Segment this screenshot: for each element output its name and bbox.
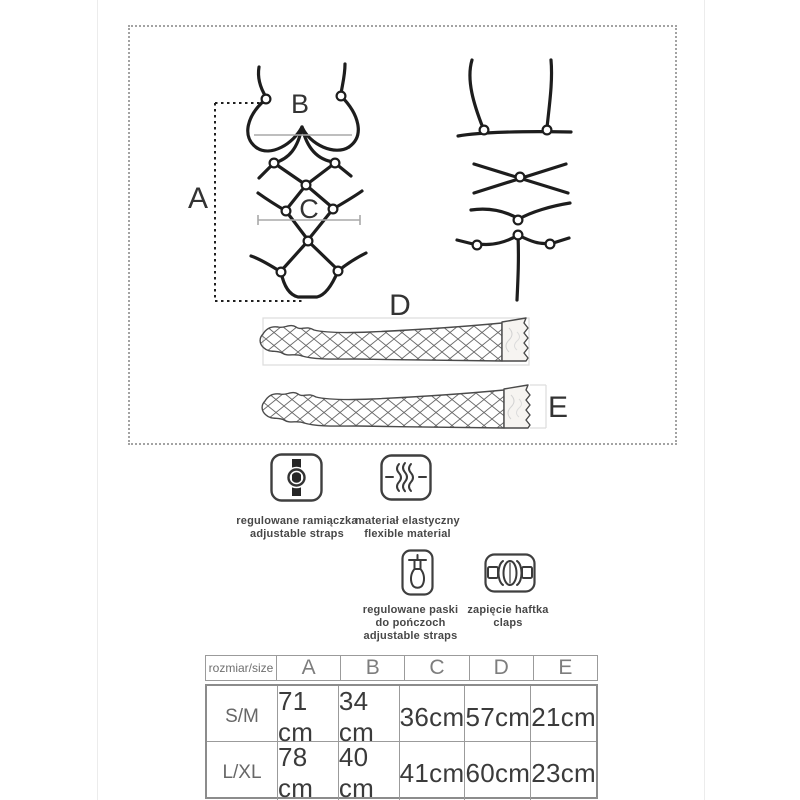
size-table-header	[205, 655, 598, 681]
caption-line: zapięcie haftka	[467, 604, 549, 616]
size-value: 40 cm	[338, 742, 399, 800]
size-table-header-cell: B	[340, 656, 404, 680]
caption-line: claps	[493, 617, 523, 629]
feature-caption-clasp	[438, 604, 578, 630]
measure-label-d: D	[389, 289, 411, 322]
size-value: 23cm	[530, 742, 596, 800]
size-table-header-cell: C	[404, 656, 468, 680]
size-table-body	[205, 684, 598, 799]
measure-label-a: A	[187, 182, 209, 215]
measurement-diagram	[130, 27, 675, 443]
stocking-bottom-drawing	[262, 385, 530, 428]
size-value: 71 cm	[277, 686, 338, 748]
left-image-edge	[97, 0, 98, 800]
size-table-header-cell: D	[469, 656, 533, 680]
measure-label-c: C	[299, 194, 319, 224]
size-label: S/M	[225, 706, 259, 727]
caption-line: do pończoch	[375, 617, 446, 629]
clasp-icon	[484, 553, 536, 598]
size-table-header-cell: rozmiar/size	[208, 661, 274, 675]
size-value: 21cm	[530, 686, 596, 748]
flexible-material-icon	[380, 454, 432, 506]
front-view-sliders	[262, 92, 346, 277]
measure-label-e: E	[547, 391, 569, 424]
caption-line: regulowane ramiączka	[236, 515, 358, 527]
caption-line: regulowane paski	[362, 604, 459, 616]
adjustable-straps-icon	[270, 453, 323, 507]
size-table-header-cell: A	[276, 656, 340, 680]
measure-label-b: B	[290, 89, 310, 119]
garter-straps-icon	[401, 549, 434, 601]
caption-line: adjustable straps	[363, 630, 458, 642]
size-table-row-lxl	[207, 741, 596, 800]
size-value: 36cm	[399, 686, 465, 748]
stocking-top-bracket	[530, 385, 546, 428]
caption-line: adjustable straps	[250, 528, 344, 540]
size-value: 41cm	[399, 742, 465, 800]
size-value: 78 cm	[277, 742, 338, 800]
right-image-edge	[704, 0, 705, 800]
size-table-row-sm	[207, 686, 596, 747]
size-table	[205, 655, 598, 799]
size-value: 60cm	[464, 742, 530, 800]
size-value: 34 cm	[338, 686, 399, 748]
caption-line: materiał elastyczny	[355, 515, 460, 527]
size-value: 57cm	[464, 686, 530, 748]
back-view-drawing	[457, 60, 571, 300]
back-view-sliders	[473, 126, 555, 250]
measurement-diagram-box	[128, 25, 677, 445]
stocking-top-drawing	[260, 318, 528, 361]
size-table-header-cell: E	[533, 656, 597, 680]
size-label: L/XL	[222, 762, 262, 783]
caption-line: flexible material	[364, 528, 451, 540]
feature-caption-flexible-material	[330, 515, 485, 541]
